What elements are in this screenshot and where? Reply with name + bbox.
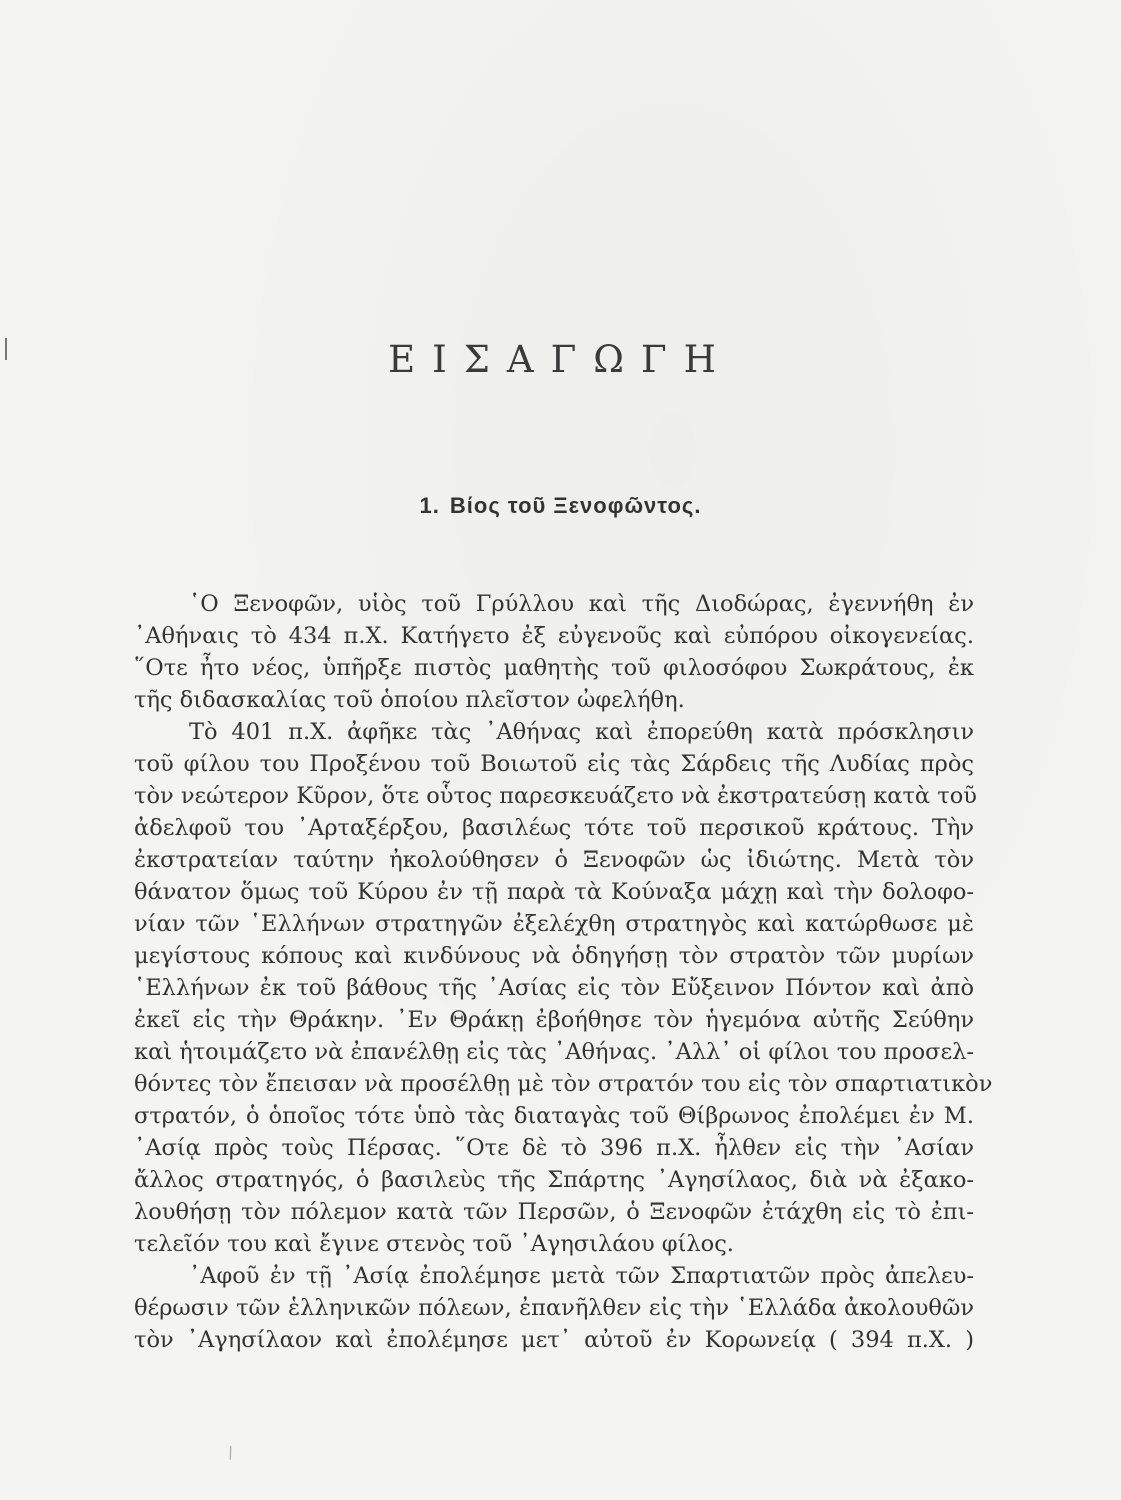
text-line: Τὸ 401 π.Χ. ἀφῆκε τὰς ᾿Αθήνας καὶ ἐπορεύθη κατὰ πρόσκλησιν (189, 719, 974, 745)
text-line: ᾿Αθήναις τὸ 434 π.Χ. Κατήγετο ἐξ εὐγενοῦς καὶ εὐπόρου οἰκογενείας. (134, 623, 974, 649)
text-line: τοῦ φίλου του Προξένου τοῦ Βοιωτοῦ εἰς τὰς Σάρδεις τῆς Λυδίας πρὸς (134, 751, 974, 777)
text-line: ἐκστρατείαν ταύτην ἠκολούθησεν ὁ Ξενοφῶν ὡς ἰδιώτης. Μετὰ τὸν (134, 847, 974, 873)
text-line: θόντες τὸν ἔπεισαν νὰ προσέλθῃ μὲ τὸν στρατόν του εἰς τὸν σπαρτιατικὸν (134, 1071, 993, 1097)
text-line: στρατόν, ὁ ὁποῖος τότε ὑπὸ τὰς διαταγὰς τοῦ Θίβρωνος ἐπολέμει ἐν Μ. (134, 1103, 974, 1129)
text-line: τὸν ᾿Αγησίλαον καὶ ἐπολέμησε μετ᾿ αὐτοῦ ἐν Κορωνείᾳ ( 394 π.Χ. ) (134, 1327, 974, 1353)
text-line: ᾿Αφοῦ ἐν τῇ ᾿Ασίᾳ ἐπολέμησε μετὰ τῶν Σπαρτιατῶν πρὸς ἀπελευ- (189, 1263, 974, 1289)
text-line: ᾿Ασίᾳ πρὸς τοὺς Πέρσας. ῞Οτε δὲ τὸ 396 π.Χ. ἦλθεν εἰς τὴν ᾿Ασίαν (134, 1135, 974, 1161)
text-line: ῾Ο Ξενοφῶν, υἱὸς τοῦ Γρύλλου καὶ τῆς Διοδώρας, ἐγεννήθη ἐν (189, 591, 974, 617)
text-line: νίαν τῶν ῾Ελλήνων στρατηγῶν ἐξελέχθη στρατηγὸς καὶ κατώρθωσε μὲ (134, 911, 974, 937)
text-line: μεγίστους κόπους καὶ κινδύνους νὰ ὁδηγήσῃ τὸν στρατὸν τῶν μυρίων (134, 943, 974, 969)
section-heading (0, 493, 1121, 519)
text-line: καὶ ἡτοιμάζετο νὰ ἐπανέλθῃ εἰς τὰς ᾿Αθήνας. ᾿Αλλ᾿ οἱ φίλοι του προσελ- (134, 1039, 974, 1065)
text-line: ῞Οτε ἦτο νέος, ὑπῆρξε πιστὸς μαθητὴς τοῦ φιλοσόφου Σωκράτους, ἐκ (134, 655, 974, 681)
page-title: ΕΙΣΑΓΩΓΗ (388, 338, 733, 381)
stray-mark: \ (224, 1442, 237, 1463)
text-line: ἀδελφοῦ του ᾿Αρταξέρξου, βασιλέως τότε τοῦ περσικοῦ κράτους. Τὴν (134, 815, 974, 841)
text-line: τελεῖόν του καὶ ἔγινε στενὸς τοῦ ᾿Αγησιλάου φίλος. (134, 1231, 734, 1257)
text-line: τὸν νεώτερον Κῦρον, ὅτε οὗτος παρεσκευάζετο νὰ ἐκστρατεύσῃ κατὰ τοῦ (134, 783, 977, 809)
text-line: θάνατον ὅμως τοῦ Κύρου ἐν τῇ παρὰ τὰ Κούναξα μάχῃ καὶ τὴν δολοφο- (134, 879, 974, 905)
body-text (134, 588, 993, 1356)
text-line: θέρωσιν τῶν ἑλληνικῶν πόλεων, ἐπανῆλθεν εἰς τὴν ῾Ελλάδα ἀκολουθῶν (134, 1295, 974, 1321)
text-line: λουθήσῃ τὸν πόλεμον κατὰ τῶν Περσῶν, ὁ Ξενοφῶν ἐτάχθη εἰς τὸ ἐπι- (134, 1199, 974, 1225)
section-number: 1. (419, 493, 440, 518)
text-line: ἐκεῖ εἰς τὴν Θράκην. ᾿Εν Θράκῃ ἐβοήθησε τὸν ἡγεμόνα αὐτῆς Σεύθην (134, 1007, 974, 1033)
text-line: τῆς διδασκαλίας τοῦ ὁποίου πλεῖστον ὠφελήθη. (134, 687, 685, 713)
section-heading-text: Βίος τοῦ Ξενοφῶντος. (449, 493, 702, 518)
text-line: ἄλλος στρατηγός, ὁ βασιλεὺς τῆς Σπάρτης ᾿Αγησίλαος, διὰ νὰ ἐξακο- (134, 1167, 974, 1193)
text-line: ῾Ελλήνων ἐκ τοῦ βάθους τῆς ᾿Ασίας εἰς τὸν Εὔξεινον Πόντον καὶ ἀπὸ (134, 975, 974, 1001)
